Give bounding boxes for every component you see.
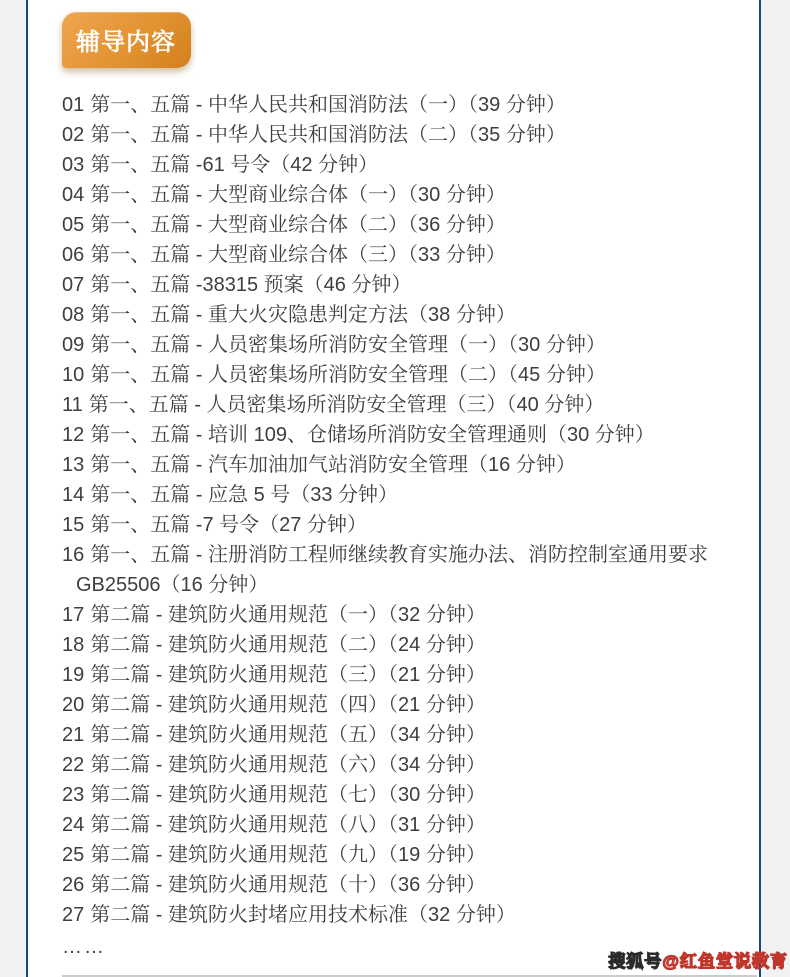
lesson-number: 01 [62,94,85,116]
lesson-item [62,360,741,390]
lesson-title: 第二篇 - 建筑防火通用规范（四）（21 分钟） [90,694,486,716]
lesson-title: 第一、五篇 - 重大火灾隐患判定方法（38 分钟） [90,304,516,326]
lesson-number: 15 [62,514,85,536]
lesson-number: 06 [62,244,85,266]
lesson-item [62,330,741,360]
lesson-number: 21 [62,724,85,746]
lesson-number: 11 [62,394,83,416]
lesson-title: 第二篇 - 建筑防火通用规范（九）（19 分钟） [90,844,486,866]
lesson-title: 第一、五篇 - 中华人民共和国消防法（一）（39 分钟） [90,94,566,116]
section-badge: 辅导内容 [62,12,191,68]
lesson-title: 第一、五篇 - 人员密集场所消防安全管理（三）（40 分钟） [88,394,605,416]
lesson-number: 25 [62,844,85,866]
lesson-title: 第一、五篇 - 培训 109、仓储场所消防安全管理通则（30 分钟） [90,424,655,446]
lesson-item [62,870,741,900]
lesson-item [62,900,741,930]
lesson-item [62,630,741,660]
lesson-number: 22 [62,754,85,776]
lesson-number: 27 [62,904,85,926]
lesson-item [62,270,741,300]
article-card [26,0,761,977]
lesson-item [62,780,741,810]
lesson-title: 第二篇 - 建筑防火封堵应用技术标准（32 分钟） [90,904,516,926]
lesson-title: 第二篇 - 建筑防火通用规范（六）（34 分钟） [90,754,486,776]
lesson-item [62,480,741,510]
lesson-number: 09 [62,334,85,356]
lesson-title: 第一、五篇 -38315 预案（46 分钟） [90,274,412,296]
lesson-item [62,540,741,600]
lesson-item [62,300,741,330]
lesson-number: 14 [62,484,85,506]
lesson-title: 第一、五篇 - 大型商业综合体（一）（30 分钟） [90,184,506,206]
lesson-title: 第二篇 - 建筑防火通用规范（一）（32 分钟） [90,604,486,626]
lesson-title: 第一、五篇 -61 号令（42 分钟） [90,154,379,176]
lesson-item [62,210,741,240]
article-content [28,0,759,977]
lesson-number: 10 [62,364,85,386]
lesson-item [62,240,741,270]
lesson-title: 第二篇 - 建筑防火通用规范（十）（36 分钟） [90,874,486,896]
lesson-number: 17 [62,604,85,626]
lesson-title: 第一、五篇 - 人员密集场所消防安全管理（二）（45 分钟） [90,364,606,386]
lesson-number: 23 [62,784,85,806]
watermark [608,947,788,972]
lesson-number: 26 [62,874,85,896]
watermark-account: @红鱼堂说教育 [662,952,788,971]
lesson-number: 20 [62,694,85,716]
lesson-number: 19 [62,664,85,686]
lesson-number: 07 [62,274,85,296]
lesson-item [62,810,741,840]
lesson-title: 第二篇 - 建筑防火通用规范（五）（34 分钟） [90,724,486,746]
lesson-item [62,660,741,690]
lesson-number: 02 [62,124,85,146]
lesson-number: 04 [62,184,85,206]
lesson-item [62,90,741,120]
lesson-title: 第二篇 - 建筑防火通用规范（二）（24 分钟） [90,634,486,656]
lesson-number: 18 [62,634,85,656]
lesson-item [62,450,741,480]
lesson-list [62,90,741,930]
lesson-title: 第一、五篇 - 注册消防工程师继续教育实施办法、消防控制室通用要求 GB25506（16 分钟） [76,544,709,596]
lesson-title: 第一、五篇 - 人员密集场所消防安全管理（一）（30 分钟） [90,334,606,356]
lesson-title: 第一、五篇 - 大型商业综合体（三）（33 分钟） [90,244,506,266]
lesson-item [62,150,741,180]
lesson-item [62,180,741,210]
lesson-title: 第一、五篇 - 大型商业综合体（二）（36 分钟） [90,214,506,236]
lesson-item [62,390,741,420]
lesson-title: 第二篇 - 建筑防火通用规范（七）（30 分钟） [90,784,486,806]
lesson-title: 第一、五篇 - 应急 5 号（33 分钟） [90,484,399,506]
lesson-number: 12 [62,424,85,446]
lesson-number: 24 [62,814,85,836]
lesson-item [62,420,741,450]
watermark-sohu-label: 搜狐号 [608,952,663,971]
lesson-title: 第一、五篇 -7 号令（27 分钟） [90,514,367,536]
lesson-number: 16 [62,544,85,566]
lesson-item [62,840,741,870]
lesson-item [62,510,741,540]
lesson-item [62,600,741,630]
more-indicator: …… [62,936,106,958]
lesson-number: 13 [62,454,85,476]
lesson-title: 第一、五篇 - 汽车加油加气站消防安全管理（16 分钟） [90,454,576,476]
lesson-title: 第一、五篇 - 中华人民共和国消防法（二）（35 分钟） [90,124,566,146]
lesson-item [62,750,741,780]
lesson-number: 03 [62,154,85,176]
lesson-title: 第二篇 - 建筑防火通用规范（八）（31 分钟） [90,814,486,836]
lesson-number: 08 [62,304,85,326]
lesson-title: 第二篇 - 建筑防火通用规范（三）（21 分钟） [90,664,486,686]
lesson-item [62,120,741,150]
lesson-item [62,720,741,750]
lesson-item [62,690,741,720]
lesson-number: 05 [62,214,85,236]
